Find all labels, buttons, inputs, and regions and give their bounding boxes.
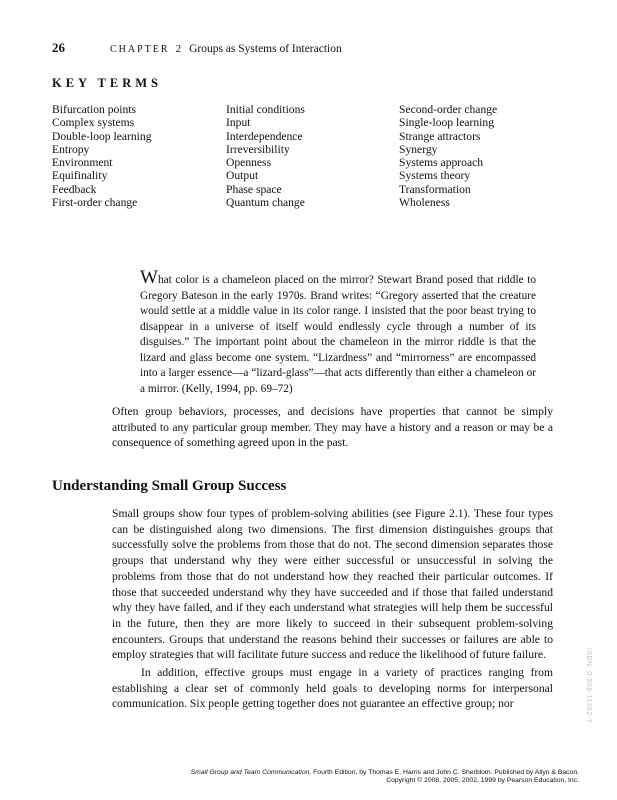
footer-copyright: Copyright © 2008, 2005, 2002, 1999 by Pearson Education, Inc.: [386, 777, 579, 785]
key-term: Phase space: [226, 182, 282, 196]
key-term: Output: [226, 169, 259, 183]
chapter-number: 2: [175, 43, 182, 55]
quote-text: hat color is a chameleon placed on the mirror? Stewart Brand posed that riddle to Gregory Bateson in the early 1970s. Brand writes: “Gregory asserted that the creature would settle at a middle value in its color range. I insisted that the poor beast trying to disappear in a universe of itself would endlessly cycle through a number of its disguises.” The important point about the chameleon in the mirror riddle is that the lizard and glass become one system. “Lizardness” and “mirrorness” are encompassed into a larger essence—a “lizard-glass”—that acts differently than either a chameleon or a mirror. (Kelly, 1994, pp. 69–72): [140, 274, 536, 395]
key-term: Wholeness: [399, 196, 450, 210]
intro-paragraph: Often group behaviors, processes, and decisions have properties that cannot be simply attributed to any particular group member. They may have a history and a reason or may be a consequence of something agreed upon in the past.: [112, 405, 553, 450]
key-term: Double-loop learning: [52, 129, 152, 143]
key-term: Quantum change: [226, 196, 305, 210]
key-term: Interdependence: [226, 129, 303, 143]
chapter-label: CHAPTER: [110, 44, 170, 55]
key-terms-column-1: [52, 103, 152, 209]
key-term: Environment: [52, 156, 113, 170]
key-term: Second-order change: [399, 103, 498, 116]
copyright-footer: [191, 769, 579, 786]
key-term: Systems approach: [399, 156, 484, 170]
chapter-title: Groups as Systems of Interaction: [189, 43, 342, 55]
running-header: [52, 40, 572, 56]
key-term: Complex systems: [52, 116, 135, 130]
key-term: Initial conditions: [226, 103, 305, 116]
key-terms-column-2: [226, 103, 305, 209]
key-term: Systems theory: [399, 169, 471, 183]
key-term: Irreversibility: [226, 142, 290, 156]
key-term: Equifinality: [52, 169, 108, 183]
key-term: Synergy: [399, 142, 438, 156]
key-term: Entropy: [52, 142, 90, 156]
key-term: First-order change: [52, 196, 138, 210]
page-number: 26: [52, 40, 65, 55]
key-terms-column-3: [399, 103, 497, 209]
isbn-watermark: ISBN: 0-558-11262-7: [585, 648, 592, 724]
key-term: Strange attractors: [399, 129, 481, 143]
key-term: Bifurcation points: [52, 103, 137, 116]
key-term: Transformation: [399, 182, 471, 196]
body-paragraph: In addition, effective groups must engage in a variety of practices ranging from establishing a clear set of commonly held goals to developing norms for interpersonal communication. Six people getting together does not guarantee an effective group; nor: [112, 666, 553, 711]
footer-publisher: Fourth Edition, by Thomas E. Harris and John C. Sherblom. Published by Allyn & Bacon.: [311, 769, 579, 776]
key-term: Openness: [226, 156, 272, 170]
dropcap: W: [140, 267, 158, 288]
key-term: Single-loop learning: [399, 116, 494, 130]
epigraph-quote: [140, 267, 536, 397]
key-term: Input: [226, 116, 251, 130]
section-title: Understanding Small Group Success: [52, 478, 287, 494]
key-term: Feedback: [52, 182, 97, 196]
book-title: Small Group and Team Communication,: [190, 769, 312, 776]
key-terms-heading: KEY TERMS: [52, 76, 162, 90]
body-paragraph: Small groups show four types of problem-solving abilities (see Figure 2.1). These four types can be distinguished along two dimensions. The first dimension distinguishes groups that successfully solve the problems from those that do not. The second dimension separates those groups that understand why they were either successful or unsuccessful in solving the problems from those that do not understand how they reached their particular outcomes. If those that succeeded understand why they have succeeded and if those that failed understand why they have failed, and if they each understand what strategies will help them be successful in the future, then they are more likely to succeed in their subsequent problem-solving encounters. Groups that understand the reasons behind their successes or failures are able to employ strategies that will facilitate future success and reduce the likelihood of future failure.: [112, 507, 553, 662]
